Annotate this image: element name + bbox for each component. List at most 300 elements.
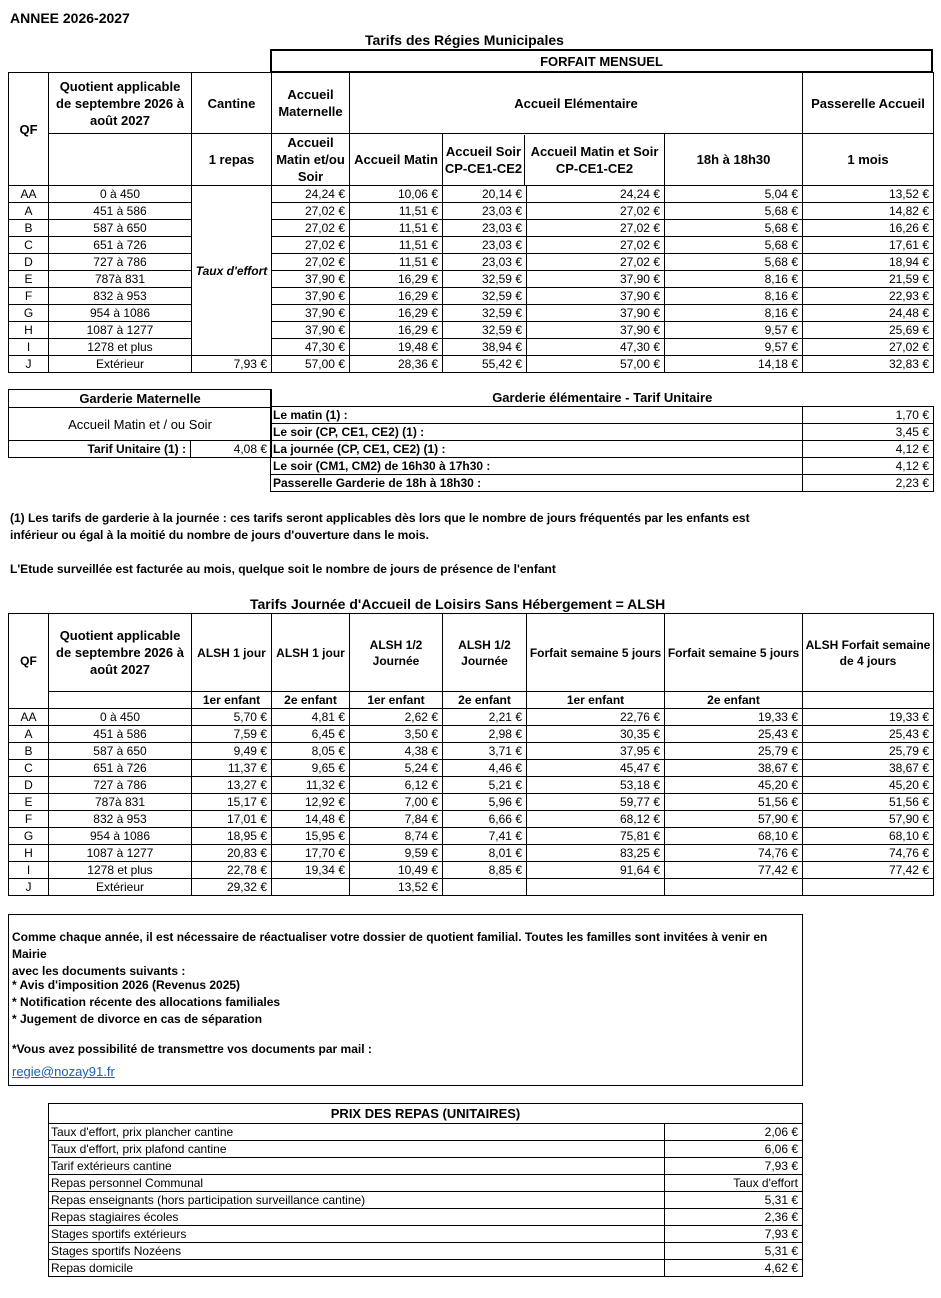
forfait-header-table xyxy=(270,49,933,73)
elem-matin-header: Accueil Matin xyxy=(350,134,443,186)
quotient-cell: Extérieur xyxy=(49,356,192,373)
alsh-header-7: ALSH Forfait semaine de 4 jours xyxy=(803,614,934,692)
alsh-1jour-2e-cell: 9,65 € xyxy=(272,760,350,777)
elem-matin-soir-cell: 57,00 € xyxy=(527,356,665,373)
quotient-cell: 832 à 953 xyxy=(49,811,192,828)
table-row xyxy=(49,1209,803,1226)
qf-cell: AA xyxy=(9,709,49,726)
maternelle-sub: Accueil Matin et/ou Soir xyxy=(272,134,350,186)
elem-soir-cell: 32,59 € xyxy=(443,322,527,339)
qf-cell: A xyxy=(9,203,49,220)
alsh-header-3: ALSH 1/2 Journée xyxy=(350,614,443,692)
alsh-demi-2e-cell: 3,71 € xyxy=(443,743,527,760)
forfait5-1er-cell: 37,95 € xyxy=(527,743,665,760)
alsh-table xyxy=(8,613,934,896)
forfait5-2e-cell: 68,10 € xyxy=(665,828,803,845)
elem-matin-cell: 11,51 € xyxy=(350,220,443,237)
passerelle-cell: 5,04 € xyxy=(665,186,803,203)
garderie-row-label: Le soir (CM1, CM2) de 16h30 à 17h30 : xyxy=(271,458,803,475)
alsh-sub-2: 2e enfant xyxy=(272,692,350,709)
alsh-table-body xyxy=(9,709,934,896)
alsh-demi-1er-cell: 4,38 € xyxy=(350,743,443,760)
note-garderie-line2: inférieur ou égal à la moitié du nombre de jours d'ouverture dans le mois. xyxy=(10,528,429,542)
elem-matin-soir-cell: 37,90 € xyxy=(527,288,665,305)
quotient-cell: 727 à 786 xyxy=(49,777,192,794)
garderie-maternelle-table xyxy=(8,389,272,458)
info-mail-note: *Vous avez possibilité de transmettre vos documents par mail : xyxy=(12,1042,372,1056)
qf-cell: C xyxy=(9,237,49,254)
garderie-elementaire-body xyxy=(271,407,934,492)
table-row xyxy=(9,356,934,373)
alsh-demi-2e-cell: 7,41 € xyxy=(443,828,527,845)
alsh-demi-1er-cell: 13,52 € xyxy=(350,879,443,896)
alsh-1jour-2e-cell: 17,70 € xyxy=(272,845,350,862)
qf-cell: H xyxy=(9,322,49,339)
etudes-cell: 21,59 € xyxy=(803,271,934,288)
qf-cell: B xyxy=(9,220,49,237)
qf-cell: G xyxy=(9,305,49,322)
garderie-maternelle-label: Accueil Matin et / ou Soir xyxy=(9,408,272,441)
table-row xyxy=(9,271,934,288)
qf-cell: H xyxy=(9,845,49,862)
etudes-cell: 13,52 € xyxy=(803,186,934,203)
qf-cell: C xyxy=(9,760,49,777)
maternelle-cell: 47,30 € xyxy=(272,339,350,356)
quotient-cell: 0 à 450 xyxy=(49,709,192,726)
forfait5-1er-cell: 91,64 € xyxy=(527,862,665,879)
forfait5-1er-cell: 45,47 € xyxy=(527,760,665,777)
elem-matin-soir-cell: 37,90 € xyxy=(527,271,665,288)
quotient-sub-empty xyxy=(49,134,192,186)
alsh-demi-2e-cell: 5,96 € xyxy=(443,794,527,811)
table-row xyxy=(271,407,934,424)
alsh-1jour-1er-cell: 18,95 € xyxy=(192,828,272,845)
repas-row-value: 7,93 € xyxy=(665,1158,803,1175)
elem-matin-soir-header: Accueil Matin et Soir CP-CE1-CE2 xyxy=(530,143,659,176)
elem-matin-soir-cell: 24,24 € xyxy=(527,186,665,203)
table-row xyxy=(9,322,934,339)
alsh-demi-2e-cell xyxy=(443,879,527,896)
table-row xyxy=(9,777,934,794)
alsh-demi-2e-cell: 2,21 € xyxy=(443,709,527,726)
qf-cell: D xyxy=(9,777,49,794)
forfait4-cell: 25,43 € xyxy=(803,726,934,743)
forfait5-1er-cell: 83,25 € xyxy=(527,845,665,862)
garderie-row-value: 4,12 € xyxy=(803,441,934,458)
etudes-cell: 27,02 € xyxy=(803,339,934,356)
table-row xyxy=(271,458,934,475)
garderie-maternelle-tarif-label: Tarif Unitaire (1) : xyxy=(9,441,191,458)
alsh-quotient-header: Quotient applicable de septembre 2026 à août 2027 xyxy=(49,614,192,692)
forfait4-cell: 38,67 € xyxy=(803,760,934,777)
table-row xyxy=(49,1243,803,1260)
table-row xyxy=(9,254,934,271)
passerelle-cell: 5,68 € xyxy=(665,220,803,237)
elem-soir-cell: 23,03 € xyxy=(443,203,527,220)
qf-cell: E xyxy=(9,794,49,811)
passerelle-header: Passerelle Accueil xyxy=(803,73,934,134)
quotient-cell: 954 à 1086 xyxy=(49,305,192,322)
alsh-1jour-1er-cell: 9,49 € xyxy=(192,743,272,760)
quotient-cell: 587 à 650 xyxy=(49,743,192,760)
qf-cell: J xyxy=(9,879,49,896)
etudes-sub: 1 mois xyxy=(803,134,934,186)
repas-row-label: Repas personnel Communal xyxy=(49,1175,665,1192)
quotient-cell: 787à 831 xyxy=(49,271,192,288)
repas-table-body xyxy=(49,1124,803,1277)
garderie-maternelle-title: Garderie Maternelle xyxy=(9,390,272,408)
elementaire-header: Accueil Elémentaire xyxy=(350,73,803,134)
alsh-sub-6: 2e enfant xyxy=(665,692,803,709)
elem-matin-cell: 10,06 € xyxy=(350,186,443,203)
forfait4-cell: 51,56 € xyxy=(803,794,934,811)
maternelle-cell: 24,24 € xyxy=(272,186,350,203)
forfait5-2e-cell: 25,43 € xyxy=(665,726,803,743)
garderie-elementaire-table xyxy=(270,389,934,492)
alsh-demi-1er-cell: 8,74 € xyxy=(350,828,443,845)
alsh-header-4: ALSH 1/2 Journée xyxy=(443,614,527,692)
info-item-3: * Jugement de divorce en cas de séparation xyxy=(12,1012,263,1026)
quotient-cell: 451 à 586 xyxy=(49,726,192,743)
forfait4-cell: 68,10 € xyxy=(803,828,934,845)
repas-row-label: Tarif extérieurs cantine xyxy=(49,1158,665,1175)
repas-table xyxy=(48,1103,803,1277)
table-row xyxy=(49,1141,803,1158)
forfait5-1er-cell: 75,81 € xyxy=(527,828,665,845)
forfait4-cell: 19,33 € xyxy=(803,709,934,726)
qf-cell: AA xyxy=(9,186,49,203)
table-row xyxy=(271,441,934,458)
elem-soir-cell: 23,03 € xyxy=(443,237,527,254)
table-row xyxy=(9,760,934,777)
table-row xyxy=(9,203,934,220)
forfait4-cell: 57,90 € xyxy=(803,811,934,828)
garderie-row-label: Le matin (1) : xyxy=(271,407,803,424)
alsh-1jour-1er-cell: 15,17 € xyxy=(192,794,272,811)
forfait5-1er-cell: 59,77 € xyxy=(527,794,665,811)
garderie-elementaire-title: Garderie élémentaire - Tarif Unitaire xyxy=(271,389,934,407)
qf-cell: D xyxy=(9,254,49,271)
alsh-sub-4: 2e enfant xyxy=(443,692,527,709)
note-etude: L'Etude surveillée est facturée au mois, quelque soit le nombre de jours de présence de l'enfant xyxy=(10,562,556,576)
quotient-cell: 727 à 786 xyxy=(49,254,192,271)
qf-cell: A xyxy=(9,726,49,743)
quotient-cell: 787à 831 xyxy=(49,794,192,811)
garderie-row-label: La journée (CP, CE1, CE2) (1) : xyxy=(271,441,803,458)
alsh-demi-2e-cell: 8,01 € xyxy=(443,845,527,862)
table-row xyxy=(9,726,934,743)
forfait5-2e-cell xyxy=(665,879,803,896)
email-link-text[interactable]: regie@nozay91.fr xyxy=(12,1064,115,1079)
alsh-demi-1er-cell: 7,00 € xyxy=(350,794,443,811)
qf-cell: F xyxy=(9,811,49,828)
elem-soir-header: Accueil Soir CP-CE1-CE2 xyxy=(443,135,525,185)
maternelle-cell: 27,02 € xyxy=(272,254,350,271)
maternelle-cell: 57,00 € xyxy=(272,356,350,373)
alsh-sub-empty xyxy=(49,692,192,709)
elem-matin-cell: 16,29 € xyxy=(350,288,443,305)
alsh-header-2: ALSH 1 jour xyxy=(272,614,350,692)
table-row xyxy=(9,845,934,862)
info-line2: avec les documents suivants : xyxy=(12,964,186,978)
passerelle-cell: 9,57 € xyxy=(665,322,803,339)
elem-matin-cell: 16,29 € xyxy=(350,271,443,288)
alsh-1jour-2e-cell: 6,45 € xyxy=(272,726,350,743)
elem-soir-cell: 55,42 € xyxy=(443,356,527,373)
table-row xyxy=(9,237,934,254)
maternelle-cell: 37,90 € xyxy=(272,271,350,288)
alsh-demi-1er-cell: 5,24 € xyxy=(350,760,443,777)
passerelle-cell: 5,68 € xyxy=(665,254,803,271)
alsh-demi-1er-cell: 2,62 € xyxy=(350,709,443,726)
table-row xyxy=(9,879,934,896)
repas-row-value: 2,06 € xyxy=(665,1124,803,1141)
forfait4-cell: 25,79 € xyxy=(803,743,934,760)
quotient-cell: 1278 et plus xyxy=(49,862,192,879)
repas-row-label: Taux d'effort, prix plancher cantine xyxy=(49,1124,665,1141)
elem-soir-group xyxy=(443,134,665,186)
table-row xyxy=(49,1226,803,1243)
forfait4-cell: 74,76 € xyxy=(803,845,934,862)
info-line1: Comme chaque année, il est nécessaire de réactualiser votre dossier de quotient familial. Toutes les familles sont invitées à venir en Mairie xyxy=(12,930,768,961)
quotient-cell: 587 à 650 xyxy=(49,220,192,237)
alsh-1jour-2e-cell: 8,05 € xyxy=(272,743,350,760)
main-title: Tarifs des Régies Municipales xyxy=(365,32,564,48)
elem-matin-soir-cell: 27,02 € xyxy=(527,203,665,220)
repas-row-value: 5,31 € xyxy=(665,1243,803,1260)
regies-table xyxy=(8,72,934,373)
forfait5-1er-cell xyxy=(527,879,665,896)
etudes-cell: 32,83 € xyxy=(803,356,934,373)
alsh-1jour-1er-cell: 17,01 € xyxy=(192,811,272,828)
forfait5-1er-cell: 30,35 € xyxy=(527,726,665,743)
garderie-row-value: 4,12 € xyxy=(803,458,934,475)
table-row xyxy=(49,1175,803,1192)
quotient-cell: 1087 à 1277 xyxy=(49,845,192,862)
table-row xyxy=(9,743,934,760)
table-row xyxy=(9,709,934,726)
alsh-header-5: Forfait semaine 5 jours xyxy=(527,614,665,692)
alsh-1jour-1er-cell: 13,27 € xyxy=(192,777,272,794)
table-row xyxy=(9,794,934,811)
passerelle-cell: 5,68 € xyxy=(665,203,803,220)
passerelle-cell: 9,57 € xyxy=(665,339,803,356)
maternelle-cell: 27,02 € xyxy=(272,203,350,220)
table-row xyxy=(9,305,934,322)
alsh-demi-1er-cell: 3,50 € xyxy=(350,726,443,743)
alsh-demi-2e-cell: 4,46 € xyxy=(443,760,527,777)
table-row xyxy=(271,424,934,441)
passerelle-cell: 8,16 € xyxy=(665,288,803,305)
maternelle-cell: 27,02 € xyxy=(272,220,350,237)
table-row xyxy=(271,475,934,492)
cantine-cell: 7,93 € xyxy=(192,356,272,373)
qf-cell: E xyxy=(9,271,49,288)
alsh-1jour-1er-cell: 20,83 € xyxy=(192,845,272,862)
repas-row-value: 5,31 € xyxy=(665,1192,803,1209)
quotient-cell: 451 à 586 xyxy=(49,203,192,220)
qf-cell: J xyxy=(9,356,49,373)
elem-matin-cell: 11,51 € xyxy=(350,254,443,271)
info-email-link[interactable] xyxy=(12,1063,115,1081)
qf-cell: I xyxy=(9,339,49,356)
elem-soir-cell: 32,59 € xyxy=(443,288,527,305)
alsh-demi-2e-cell: 2,98 € xyxy=(443,726,527,743)
forfait4-cell xyxy=(803,879,934,896)
quotient-cell: 954 à 1086 xyxy=(49,828,192,845)
garderie-row-label: Passerelle Garderie de 18h à 18h30 : xyxy=(271,475,803,492)
alsh-1jour-1er-cell: 5,70 € xyxy=(192,709,272,726)
maternelle-cell: 27,02 € xyxy=(272,237,350,254)
etudes-cell: 22,93 € xyxy=(803,288,934,305)
elem-matin-soir-cell: 27,02 € xyxy=(527,220,665,237)
quotient-header: Quotient applicable de septembre 2026 à août 2027 xyxy=(49,73,192,134)
info-item-2: * Notification récente des allocations familiales xyxy=(12,995,281,1009)
quotient-cell: 1278 et plus xyxy=(49,339,192,356)
alsh-demi-1er-cell: 9,59 € xyxy=(350,845,443,862)
repas-row-label: Stages sportifs Nozéens xyxy=(49,1243,665,1260)
elem-matin-cell: 16,29 € xyxy=(350,305,443,322)
table-row xyxy=(49,1260,803,1277)
passerelle-cell: 5,68 € xyxy=(665,237,803,254)
elem-soir-cell: 23,03 € xyxy=(443,254,527,271)
alsh-1jour-2e-cell: 15,95 € xyxy=(272,828,350,845)
regies-table-body xyxy=(9,186,934,373)
passerelle-cell: 8,16 € xyxy=(665,305,803,322)
garderie-row-value: 2,23 € xyxy=(803,475,934,492)
note-garderie-line1: (1) Les tarifs de garderie à la journée : ces tarifs seront applicables dès lors que le nombre de jours fréquentés par les enfants est xyxy=(10,511,750,525)
year-title: ANNEE 2026-2027 xyxy=(10,10,130,26)
table-row xyxy=(9,220,934,237)
forfait5-1er-cell: 22,76 € xyxy=(527,709,665,726)
repas-title: PRIX DES REPAS (UNITAIRES) xyxy=(49,1104,803,1124)
alsh-1jour-1er-cell: 11,37 € xyxy=(192,760,272,777)
repas-row-label: Stages sportifs extérieurs xyxy=(49,1226,665,1243)
alsh-1jour-2e-cell: 4,81 € xyxy=(272,709,350,726)
qf-cell: F xyxy=(9,288,49,305)
maternelle-cell: 37,90 € xyxy=(272,305,350,322)
forfait5-2e-cell: 19,33 € xyxy=(665,709,803,726)
table-row xyxy=(49,1124,803,1141)
elem-soir-cell: 23,03 € xyxy=(443,220,527,237)
info-paragraph xyxy=(12,929,802,980)
elem-matin-cell: 11,51 € xyxy=(350,203,443,220)
table-row xyxy=(9,288,934,305)
etudes-cell: 18,94 € xyxy=(803,254,934,271)
alsh-title: Tarifs Journée d'Accueil de Loisirs Sans Hébergement = ALSH xyxy=(250,596,666,612)
elem-matin-cell: 28,36 € xyxy=(350,356,443,373)
forfait5-2e-cell: 25,79 € xyxy=(665,743,803,760)
forfait-mensuel-label: FORFAIT MENSUEL xyxy=(271,50,932,72)
elem-soir-cell: 20,14 € xyxy=(443,186,527,203)
quotient-cell: 832 à 953 xyxy=(49,288,192,305)
alsh-1jour-1er-cell: 29,32 € xyxy=(192,879,272,896)
garderie-maternelle-tarif: 4,08 € xyxy=(191,441,272,458)
elem-soir-cell: 32,59 € xyxy=(443,305,527,322)
repas-row-value: 7,93 € xyxy=(665,1226,803,1243)
elem-matin-soir-cell: 37,90 € xyxy=(527,305,665,322)
alsh-1jour-2e-cell: 12,92 € xyxy=(272,794,350,811)
passerelle-sub: 18h à 18h30 xyxy=(665,134,803,186)
quotient-cell: 651 à 726 xyxy=(49,760,192,777)
note-garderie xyxy=(10,510,935,544)
table-row xyxy=(9,811,934,828)
forfait5-2e-cell: 77,42 € xyxy=(665,862,803,879)
alsh-1jour-2e-cell xyxy=(272,879,350,896)
etudes-cell: 16,26 € xyxy=(803,220,934,237)
alsh-1jour-1er-cell: 22,78 € xyxy=(192,862,272,879)
elem-matin-soir-cell: 37,90 € xyxy=(527,322,665,339)
elem-soir-cell: 38,94 € xyxy=(443,339,527,356)
quotient-cell: Extérieur xyxy=(49,879,192,896)
etudes-cell: 14,82 € xyxy=(803,203,934,220)
alsh-1jour-2e-cell: 14,48 € xyxy=(272,811,350,828)
elem-matin-cell: 19,48 € xyxy=(350,339,443,356)
alsh-sub-7-empty xyxy=(803,692,934,709)
forfait5-2e-cell: 38,67 € xyxy=(665,760,803,777)
elem-soir-cell: 32,59 € xyxy=(443,271,527,288)
etudes-cell: 24,48 € xyxy=(803,305,934,322)
repas-row-value: 4,62 € xyxy=(665,1260,803,1277)
alsh-demi-2e-cell: 6,66 € xyxy=(443,811,527,828)
alsh-1jour-1er-cell: 7,59 € xyxy=(192,726,272,743)
cantine-sub: 1 repas xyxy=(192,134,272,186)
forfait5-1er-cell: 68,12 € xyxy=(527,811,665,828)
info-box xyxy=(8,914,803,1086)
table-row xyxy=(9,862,934,879)
alsh-demi-1er-cell: 10,49 € xyxy=(350,862,443,879)
passerelle-cell: 14,18 € xyxy=(665,356,803,373)
qf-cell: G xyxy=(9,828,49,845)
repas-row-label: Repas enseignants (hors participation surveillance cantine) xyxy=(49,1192,665,1209)
maternelle-cell: 37,90 € xyxy=(272,288,350,305)
forfait5-2e-cell: 57,90 € xyxy=(665,811,803,828)
repas-row-label: Repas stagiaires écoles xyxy=(49,1209,665,1226)
forfait5-2e-cell: 51,56 € xyxy=(665,794,803,811)
alsh-header-1: ALSH 1 jour xyxy=(192,614,272,692)
table-row xyxy=(49,1192,803,1209)
table-row xyxy=(49,1158,803,1175)
forfait5-1er-cell: 53,18 € xyxy=(527,777,665,794)
etudes-cell: 25,69 € xyxy=(803,322,934,339)
table-row xyxy=(9,339,934,356)
alsh-qf-header: QF xyxy=(9,614,49,709)
repas-row-label: Taux d'effort, prix plafond cantine xyxy=(49,1141,665,1158)
elem-matin-soir-cell: 27,02 € xyxy=(527,254,665,271)
quotient-cell: 1087 à 1277 xyxy=(49,322,192,339)
maternelle-header: Accueil Maternelle xyxy=(272,73,350,134)
alsh-sub-1: 1er enfant xyxy=(192,692,272,709)
forfait4-cell: 45,20 € xyxy=(803,777,934,794)
quotient-cell: 651 à 726 xyxy=(49,237,192,254)
alsh-header-6: Forfait semaine 5 jours xyxy=(665,614,803,692)
alsh-1jour-2e-cell: 19,34 € xyxy=(272,862,350,879)
alsh-demi-2e-cell: 8,85 € xyxy=(443,862,527,879)
alsh-sub-5: 1er enfant xyxy=(527,692,665,709)
garderie-row-label: Le soir (CP, CE1, CE2) (1) : xyxy=(271,424,803,441)
qf-header: QF xyxy=(9,73,49,186)
garderie-row-value: 3,45 € xyxy=(803,424,934,441)
forfait5-2e-cell: 45,20 € xyxy=(665,777,803,794)
info-items xyxy=(12,977,280,1028)
table-row xyxy=(9,828,934,845)
table-row xyxy=(9,186,934,203)
taux-effort-cell: Taux d'effort xyxy=(192,186,272,356)
cantine-header: Cantine xyxy=(192,73,272,134)
alsh-demi-2e-cell: 5,21 € xyxy=(443,777,527,794)
elem-matin-cell: 16,29 € xyxy=(350,322,443,339)
repas-row-label: Repas domicile xyxy=(49,1260,665,1277)
